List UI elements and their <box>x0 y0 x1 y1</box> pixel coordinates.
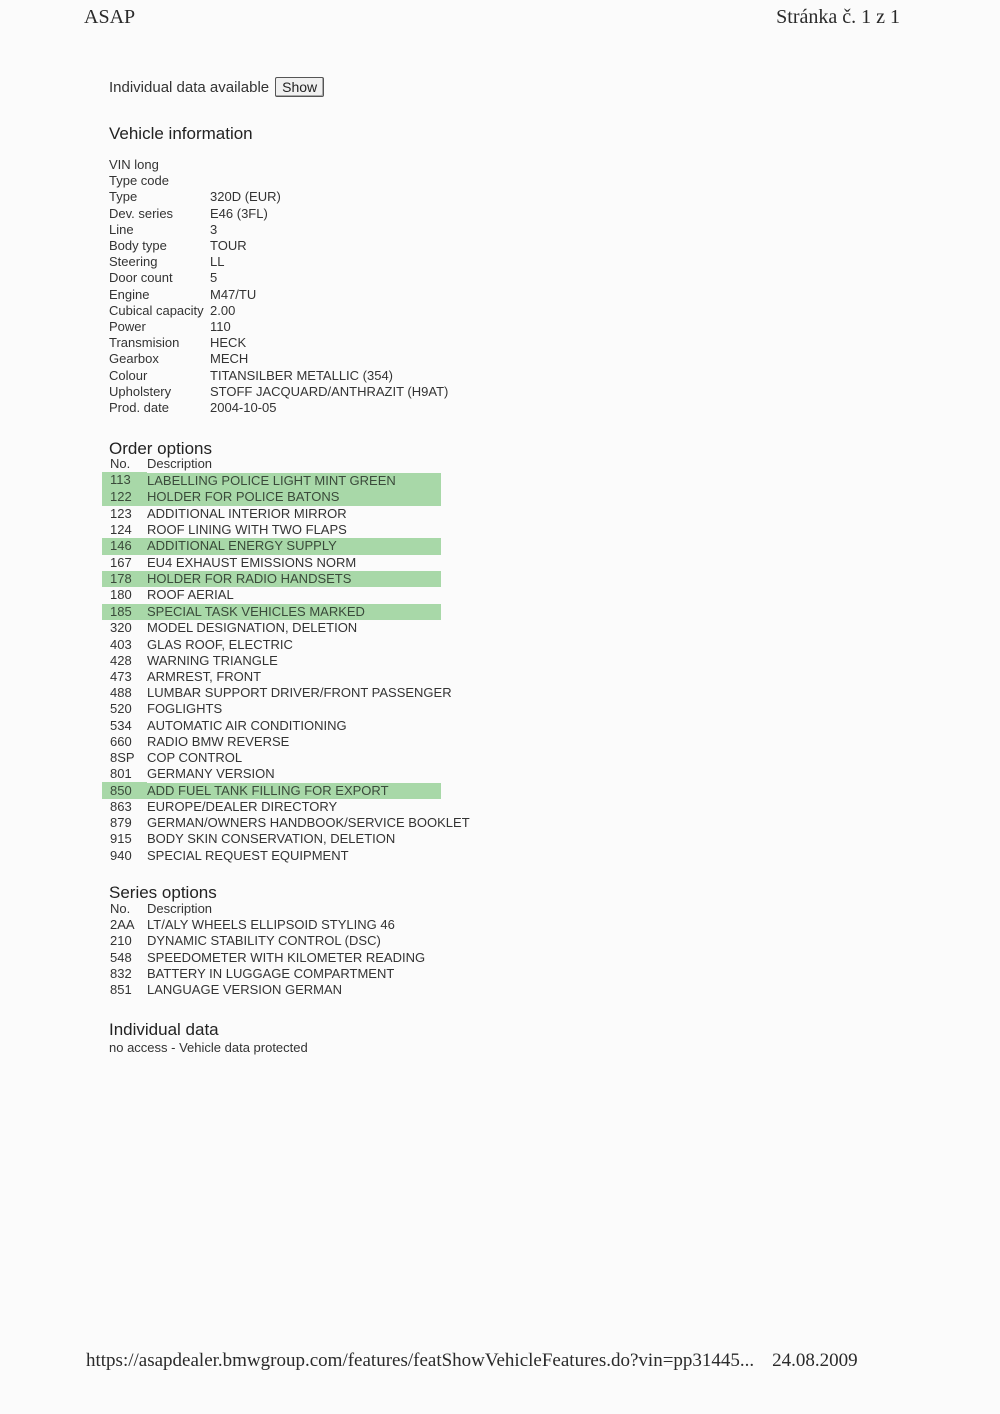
series-options-heading: Series options <box>109 883 217 902</box>
option-description: LANGUAGE VERSION GERMAN <box>147 982 343 998</box>
option-row <box>109 831 474 847</box>
vehicle-info-row <box>109 206 448 222</box>
option-number: 851 <box>110 982 132 998</box>
option-number: 167 <box>110 554 132 570</box>
vehicle-info-key: Steering <box>109 254 158 270</box>
vehicle-info-row <box>109 157 448 173</box>
option-row <box>109 522 474 538</box>
option-description: GERMAN/OWNERS HANDBOOK/SERVICE BOOKLET <box>147 815 470 831</box>
option-description: EU4 EXHAUST EMISSIONS NORM <box>147 554 357 570</box>
option-description: ROOF AERIAL <box>147 587 234 603</box>
option-number: 879 <box>110 815 132 831</box>
option-header-row <box>109 456 474 472</box>
vehicle-info-key: Colour <box>109 367 148 383</box>
option-number: 428 <box>110 652 132 668</box>
option-description: BODY SKIN CONSERVATION, DELETION <box>147 831 396 847</box>
option-description: LUMBAR SUPPORT DRIVER/FRONT PASSENGER <box>147 685 452 701</box>
option-number: 940 <box>110 847 132 863</box>
option-number: 850 <box>109 782 147 799</box>
print-page-number: Stránka č. 1 z 1 <box>776 6 900 28</box>
print-footer <box>86 1350 858 1372</box>
vehicle-info-key: VIN long <box>109 157 159 172</box>
vehicle-info-value: TOUR <box>210 238 247 254</box>
vehicle-info-row <box>109 189 448 205</box>
option-description: SPECIAL REQUEST EQUIPMENT <box>147 847 349 863</box>
option-row <box>109 669 474 685</box>
individual-data-heading: Individual data <box>109 1020 219 1039</box>
vehicle-info-key: Prod. date <box>109 400 169 416</box>
option-number: 122 <box>109 489 147 506</box>
option-description: SPEEDOMETER WITH KILOMETER READING <box>147 949 426 965</box>
vehicle-info-value: 2004-10-05 <box>210 400 277 416</box>
vehicle-info-value: MECH <box>210 351 249 367</box>
vehicle-info-row <box>109 400 448 416</box>
vehicle-info-key: Transmision <box>109 335 180 351</box>
option-number: 915 <box>110 831 132 847</box>
vehicle-info-value <box>210 173 448 189</box>
option-row <box>109 750 474 766</box>
vehicle-info-value: STOFF JACQUARD/ANTHRAZIT (H9AT) <box>210 383 449 399</box>
vehicle-information-table <box>109 157 448 416</box>
print-footer-date: 24.08.2009 <box>772 1350 858 1371</box>
vehicle-info-row <box>109 238 448 254</box>
vehicle-info-key: Door count <box>109 270 173 286</box>
vehicle-info-key: Body type <box>109 238 167 254</box>
option-number: 178 <box>109 571 147 588</box>
vehicle-info-row <box>109 254 448 270</box>
print-footer-url: https://asapdealer.bmwgroup.com/features/featShowVehicleFeatures.do?vin=pp31445... <box>86 1350 755 1371</box>
option-number: 863 <box>110 798 132 814</box>
option-description: LABELLING POLICE LIGHT MINT GREEN <box>147 473 441 489</box>
option-description: DYNAMIC STABILITY CONTROL (DSC) <box>147 933 381 949</box>
vehicle-info-key: Type <box>109 189 138 205</box>
vehicle-info-row <box>109 319 448 335</box>
vehicle-info-value: HECK <box>210 335 247 351</box>
vehicle-info-value: 5 <box>210 270 218 286</box>
option-description: GLAS ROOF, ELECTRIC <box>147 636 293 652</box>
option-row <box>109 799 474 815</box>
option-row <box>109 538 474 555</box>
option-number: 548 <box>110 949 132 965</box>
option-number: 488 <box>110 685 132 701</box>
option-number: 473 <box>110 668 132 684</box>
vehicle-info-key: Cubical capacity <box>109 302 204 318</box>
option-description: ADDITIONAL INTERIOR MIRROR <box>147 505 347 521</box>
option-number: 520 <box>110 701 132 717</box>
option-row <box>109 701 474 717</box>
vehicle-info-row <box>109 222 448 238</box>
vehicle-info-value: 3 <box>210 221 218 237</box>
order-options-heading: Order options <box>109 439 212 458</box>
option-number: 185 <box>109 604 147 621</box>
individual-data-available-label: Individual data available <box>109 78 270 96</box>
option-number: 180 <box>110 587 132 603</box>
option-row <box>109 587 474 603</box>
option-row <box>109 966 429 982</box>
option-number: 801 <box>110 766 132 782</box>
vehicle-info-value <box>210 157 448 173</box>
option-number: 210 <box>110 933 132 949</box>
option-description: HOLDER FOR POLICE BATONS <box>147 489 441 505</box>
option-row <box>109 506 474 522</box>
option-row <box>109 555 474 571</box>
option-row <box>109 620 474 636</box>
option-row <box>109 815 474 831</box>
option-description: RADIO BMW REVERSE <box>147 733 290 749</box>
option-row <box>109 950 429 966</box>
option-row <box>109 734 474 750</box>
option-header-row <box>109 901 429 917</box>
option-number: 2AA <box>110 917 135 933</box>
option-row <box>109 472 474 489</box>
option-number: 660 <box>110 733 132 749</box>
vehicle-info-row <box>109 384 448 400</box>
option-row <box>109 653 474 669</box>
option-row <box>109 766 474 782</box>
column-header-no: No. <box>110 901 131 916</box>
vehicle-info-key: Line <box>109 221 134 237</box>
option-number: 320 <box>110 620 132 636</box>
option-description: WARNING TRIANGLE <box>147 652 278 668</box>
option-row <box>109 637 474 653</box>
option-description: COP CONTROL <box>147 749 243 765</box>
print-header-title: ASAP <box>84 6 136 28</box>
column-header-no: No. <box>110 456 131 471</box>
vehicle-info-value: 110 <box>210 319 231 335</box>
show-button[interactable]: Show <box>275 77 324 97</box>
option-number: 146 <box>109 538 147 555</box>
option-number: 403 <box>110 636 132 652</box>
vehicle-info-row <box>109 287 448 303</box>
option-row <box>109 718 474 734</box>
option-row <box>109 917 429 933</box>
option-description: MODEL DESIGNATION, DELETION <box>147 620 358 636</box>
option-row <box>109 685 474 701</box>
vehicle-info-value: M47/TU <box>210 286 257 302</box>
vehicle-info-key: Power <box>109 319 146 335</box>
vehicle-info-row <box>109 270 448 286</box>
option-description: FOGLIGHTS <box>147 701 223 717</box>
option-description: ADD FUEL TANK FILLING FOR EXPORT <box>147 783 441 799</box>
column-header-description: Description <box>147 901 213 916</box>
vehicle-info-key: Upholstery <box>109 383 172 399</box>
vehicle-info-row <box>109 303 448 319</box>
individual-data-text: no access - Vehicle data protected <box>109 1040 308 1055</box>
option-description: BATTERY IN LUGGAGE COMPARTMENT <box>147 965 395 981</box>
vehicle-info-key: Gearbox <box>109 351 159 367</box>
vehicle-info-key: Engine <box>109 286 150 302</box>
option-number: 832 <box>110 965 132 981</box>
vehicle-info-row <box>109 368 448 384</box>
vehicle-info-row <box>109 173 448 189</box>
option-description: ARMREST, FRONT <box>147 668 262 684</box>
vehicle-info-row <box>109 335 448 351</box>
option-row <box>109 571 474 588</box>
option-number: 534 <box>110 717 132 733</box>
option-description: EUROPE/DEALER DIRECTORY <box>147 798 338 814</box>
order-options-table <box>109 456 474 864</box>
option-row <box>109 933 429 949</box>
option-row <box>109 604 474 621</box>
vehicle-info-value: TITANSILBER METALLIC (354) <box>210 367 394 383</box>
vehicle-info-key: Type code <box>109 173 169 189</box>
vehicle-info-value: E46 (3FL) <box>210 205 268 221</box>
option-description: ADDITIONAL ENERGY SUPPLY <box>147 538 441 554</box>
series-options-table <box>109 901 429 998</box>
option-description: ROOF LINING WITH TWO FLAPS <box>147 521 347 537</box>
option-row <box>109 782 474 799</box>
option-number: 113 <box>109 472 147 489</box>
individual-data-available-row <box>109 77 324 97</box>
option-description: GERMANY VERSION <box>147 766 275 782</box>
option-description: HOLDER FOR RADIO HANDSETS <box>147 571 441 587</box>
vehicle-info-value: 320D (EUR) <box>210 189 281 205</box>
vehicle-info-key: Dev. series <box>109 205 174 221</box>
option-number: 124 <box>110 521 132 537</box>
option-number: 8SP <box>110 749 135 765</box>
option-row <box>109 982 429 998</box>
option-row <box>109 489 474 506</box>
vehicle-info-value: 2.00 <box>210 302 236 318</box>
column-header-description: Description <box>147 456 213 471</box>
option-description: AUTOMATIC AIR CONDITIONING <box>147 717 347 733</box>
option-row <box>109 848 474 864</box>
vehicle-information-heading: Vehicle information <box>109 124 253 143</box>
option-number: 123 <box>110 505 132 521</box>
vehicle-info-value: LL <box>210 254 225 270</box>
option-description: SPECIAL TASK VEHICLES MARKED <box>147 604 441 620</box>
vehicle-info-row <box>109 351 448 367</box>
option-description: LT/ALY WHEELS ELLIPSOID STYLING 46 <box>147 917 395 933</box>
